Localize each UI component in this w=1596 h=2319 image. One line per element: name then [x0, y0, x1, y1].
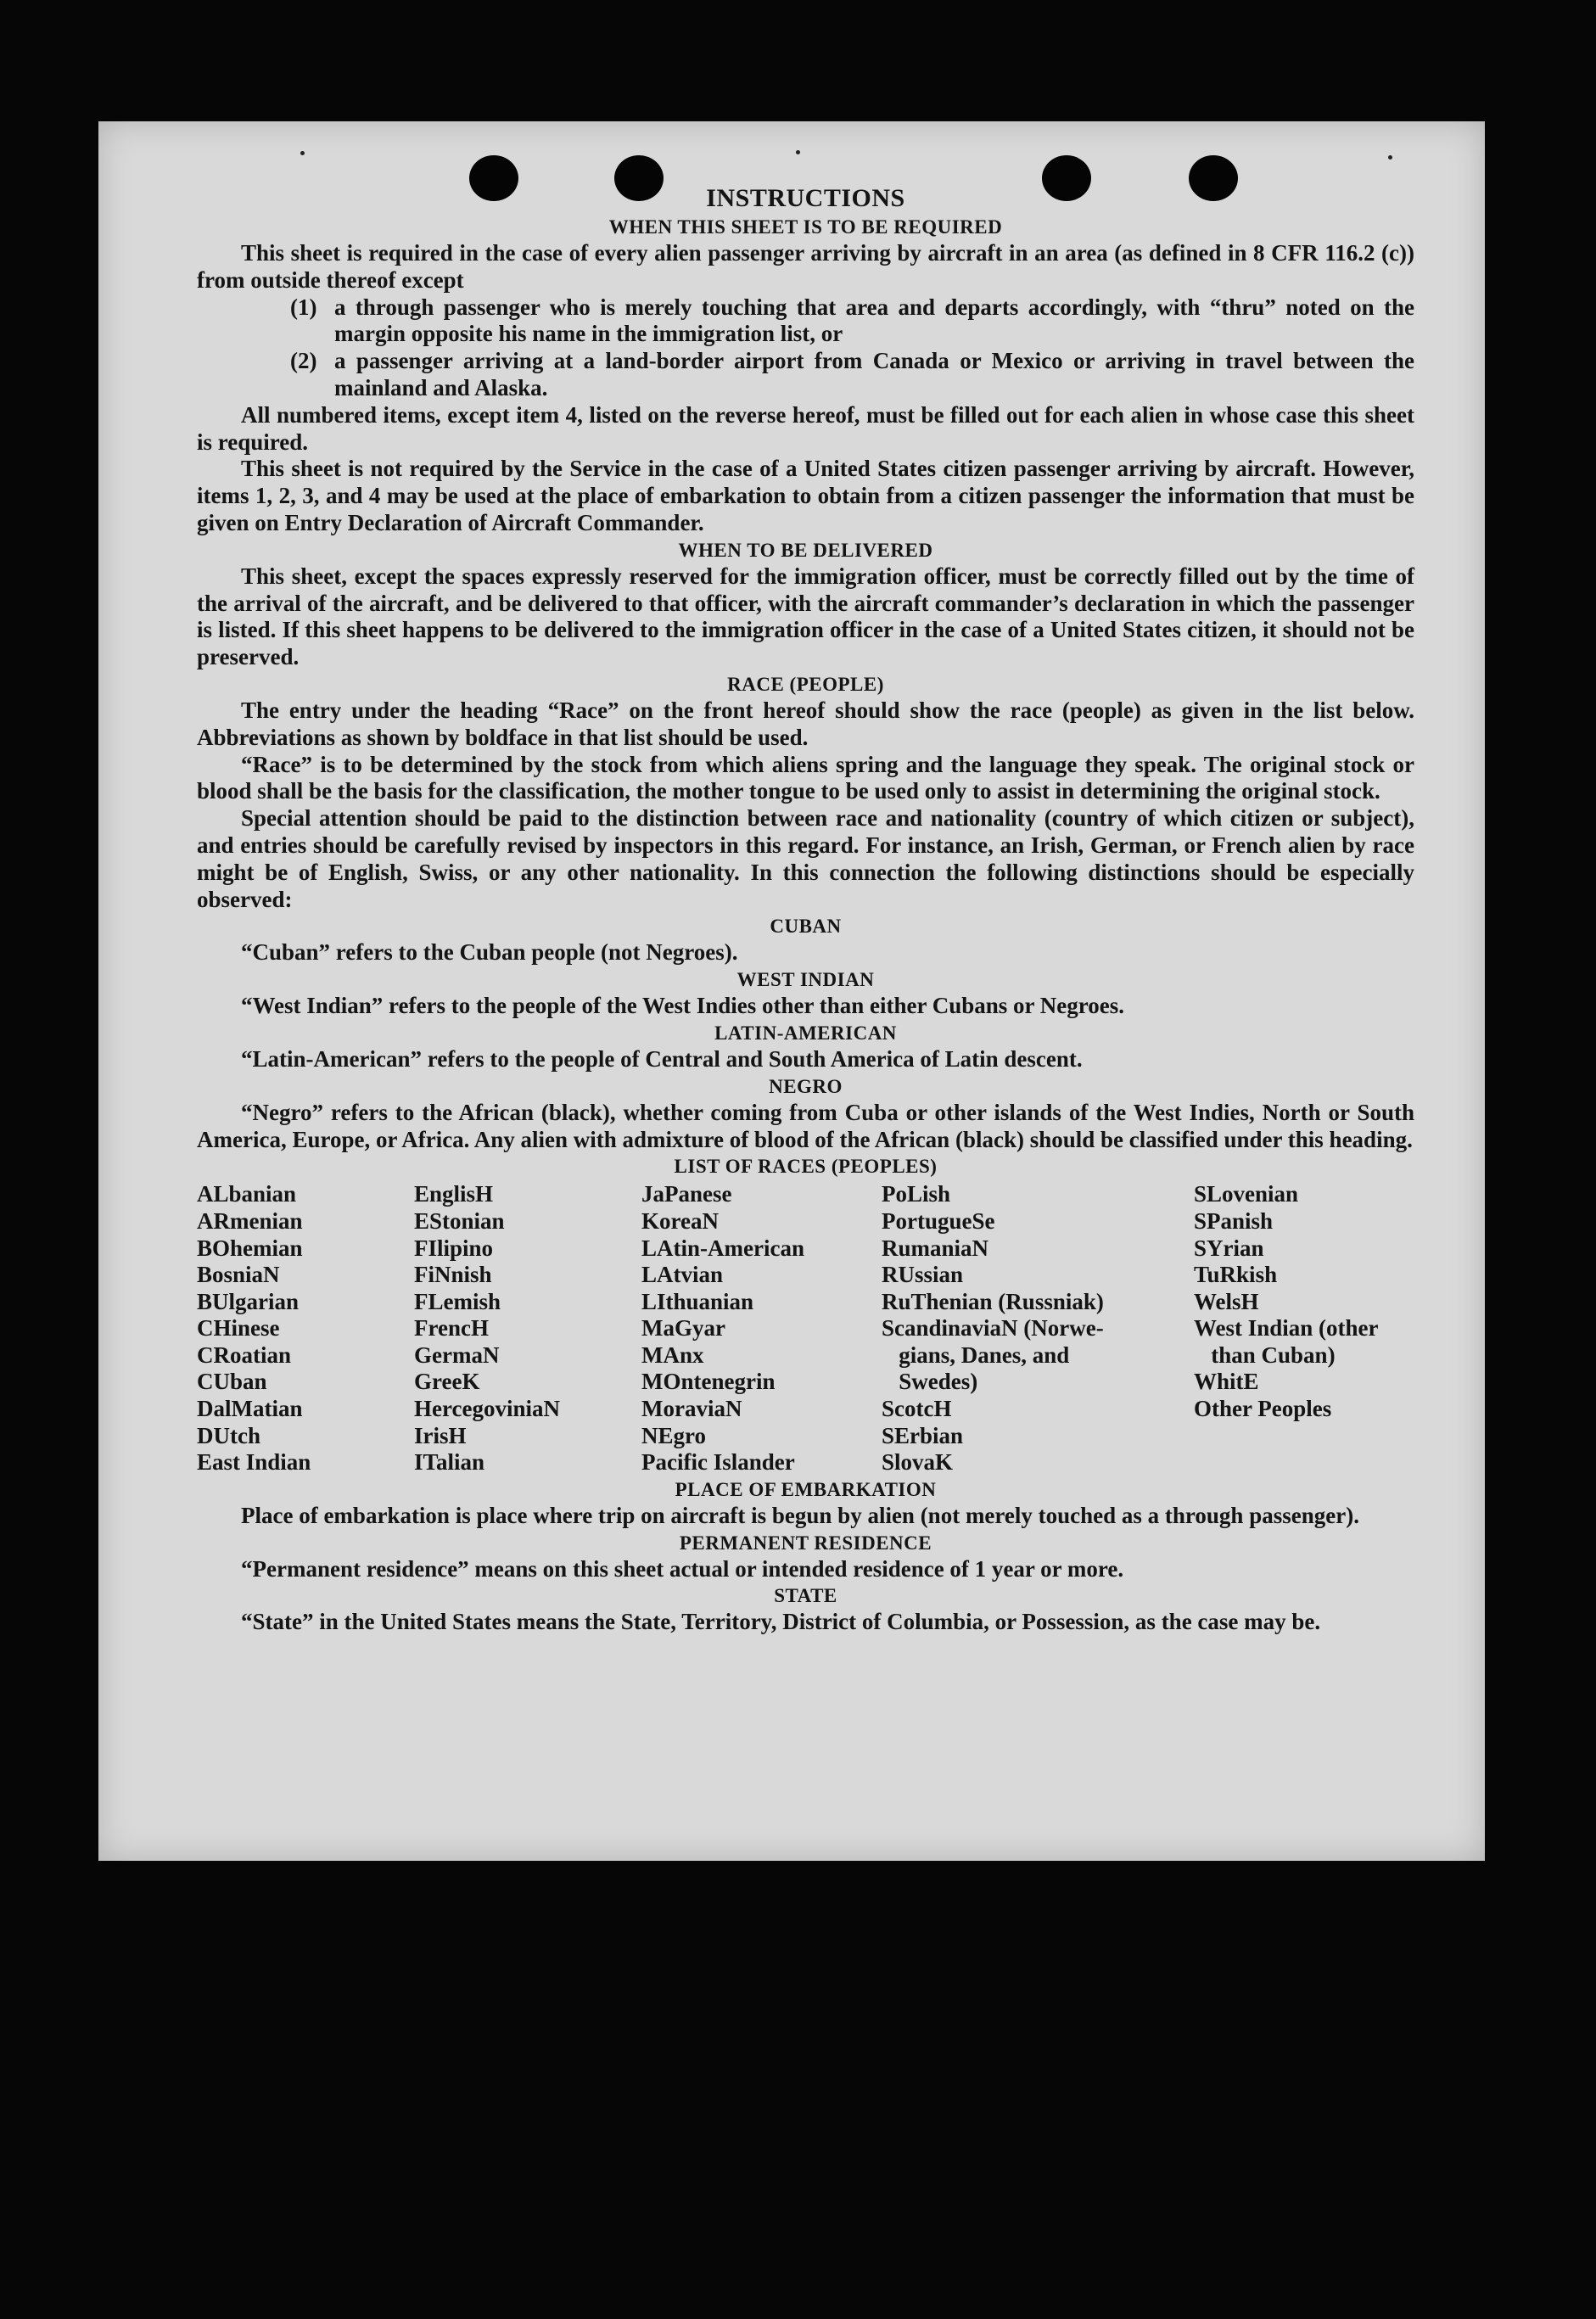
section-heading: STATE — [774, 1585, 837, 1607]
race-item: SLovenian — [1194, 1181, 1299, 1207]
race-item: East Indian — [197, 1449, 311, 1476]
race-item: MAnx — [641, 1342, 704, 1368]
race-item: SErbian — [882, 1422, 964, 1448]
section-heading: WHEN THIS SHEET IS TO BE REQUIRED — [608, 216, 1003, 238]
race-item: DalMatian — [197, 1396, 303, 1422]
race-item: GreeK — [414, 1369, 480, 1395]
race-item: ITalian — [414, 1449, 485, 1476]
document-sheet — [98, 121, 1485, 1861]
paragraph: The entry under the heading “Race” on the front hereof should show the race (people) as given in the list below. Abbreviations as shown by boldface in that list should be used. — [197, 697, 1414, 750]
race-item: LAtin-American — [641, 1235, 804, 1261]
race-item: MaGyar — [641, 1315, 725, 1342]
section-heading: WHEN TO BE DELIVERED — [678, 539, 933, 561]
race-item: EStonian — [414, 1207, 505, 1234]
race-item: LIthuanian — [641, 1288, 754, 1314]
paragraph: “Cuban” refers to the Cuban people (not Negroes). — [241, 939, 738, 966]
paragraph: All numbered items, except item 4, listed on the reverse hereof, must be filled out for each alien in whose case this sheet is required. — [197, 401, 1414, 455]
race-item: MOntenegrin — [641, 1369, 776, 1395]
paragraph: This sheet, except the spaces expressly reserved for the immigration officer, must be correctly filled out by the time of the arrival of the aircraft, and be delivered to that officer, with the aircraft commander’s declaration in which the passenger is listed. If this sheet happens to be delivered to the immigration officer in the case of a United States citizen, it should not be preserved. — [197, 563, 1414, 670]
races-list — [197, 1181, 1414, 1476]
paragraph: Place of embarkation is place where trip on aircraft is begun by alien (not merely touched as a through passenger). — [241, 1502, 1359, 1528]
paragraph: “Race” is to be determined by the stock from which aliens spring and the language they speak. The original stock or blood shall be the basis for the classification, the mother tongue to be used only to assist in determining the original stock. — [197, 751, 1414, 804]
section-heading: RACE (PEOPLE) — [727, 673, 884, 695]
race-item: TuRkish — [1194, 1262, 1278, 1288]
race-item: LAtvian — [641, 1262, 724, 1288]
race-item: CRoatian — [197, 1342, 292, 1368]
list-item — [197, 348, 1414, 402]
race-item: gians, Danes, and — [882, 1342, 1070, 1368]
item-text: a through passenger who is merely touching that area and departs accordingly, with “thru” noted on the margin opposite his name in the immigration list, or — [334, 294, 1414, 347]
race-item: FIlipino — [414, 1235, 494, 1261]
race-item: Pacific Islander — [641, 1449, 795, 1476]
races-column — [1194, 1181, 1414, 1476]
race-item: PortugueSe — [882, 1207, 995, 1234]
race-item: EnglisH — [414, 1181, 494, 1207]
race-item: BOhemian — [197, 1235, 303, 1261]
race-item: ScotcH — [882, 1396, 952, 1422]
race-item: WhitE — [1194, 1369, 1259, 1395]
race-item: CUban — [197, 1369, 267, 1395]
paragraph: “West Indian” refers to the people of the West Indies other than either Cubans or Negroes. — [241, 993, 1125, 1019]
race-item: RumaniaN — [882, 1235, 989, 1261]
section-heading: LATIN-AMERICAN — [714, 1022, 897, 1044]
race-item: BUlgarian — [197, 1288, 300, 1314]
item-text: a passenger arriving at a land-border airport from Canada or Mexico or arriving in travel between the mainland and Alaska. — [334, 348, 1414, 401]
speck — [796, 150, 800, 154]
race-item: RUssian — [882, 1262, 964, 1288]
race-item: FrencH — [414, 1315, 489, 1342]
race-item: DUtch — [197, 1422, 260, 1448]
paragraph: This sheet is not required by the Service in the case of a United States citizen passenger arriving by aircraft. However, items 1, 2, 3, and 4 may be used at the place of embarkation to obtain from a citizen passenger the information that must be given on Entry Declaration of Aircraft Commander. — [197, 456, 1414, 535]
race-item: ARmenian — [197, 1207, 303, 1234]
race-item: BosniaN — [197, 1262, 280, 1288]
section-heading: NEGRO — [769, 1075, 843, 1097]
race-item: IrisH — [414, 1422, 467, 1448]
race-item: Other Peoples — [1194, 1396, 1332, 1422]
races-column — [641, 1181, 882, 1476]
race-item: ALbanian — [197, 1181, 297, 1207]
section-heading: LIST OF RACES (PEOPLES) — [674, 1156, 938, 1178]
paragraph: This sheet is required in the case of every alien passenger arriving by aircraft in an area (as defined in 8 CFR 116.2 (c)) from outside thereof except — [197, 240, 1414, 293]
speck — [300, 151, 305, 155]
race-item: GermaN — [414, 1342, 500, 1368]
page-title: INSTRUCTIONS — [706, 184, 905, 212]
race-item: NEgro — [641, 1422, 707, 1448]
item-number: (1) — [290, 294, 317, 320]
section-heading: PERMANENT RESIDENCE — [679, 1532, 932, 1554]
race-item: HercegoviniaN — [414, 1396, 560, 1422]
paragraph: Special attention should be paid to the distinction between race and nationality (country of which citizen or subject), and entries should be carefully revised by inspectors in this regard. For instance, an Irish, German, or French alien by race might be of English, Swiss, or any other nationality. In this connection the following distinctions should be especially observed: — [197, 805, 1414, 912]
speck — [1388, 155, 1392, 160]
race-item: FLemish — [414, 1288, 501, 1314]
paragraph: “Latin-American” refers to the people of Central and South America of Latin descent. — [241, 1045, 1083, 1072]
section-heading: PLACE OF EMBARKATION — [675, 1478, 937, 1500]
race-item: SPanish — [1194, 1207, 1274, 1234]
race-item: West Indian (other — [1194, 1315, 1379, 1342]
race-item: WelsH — [1194, 1288, 1259, 1314]
race-item: Swedes) — [882, 1369, 978, 1395]
paragraph: “Negro” refers to the African (black), whether coming from Cuba or other islands of the West Indies, North or South America, Europe, or Africa. Any alien with admixture of blood of the African (black) should be classified under this heading. — [197, 1099, 1414, 1152]
section-heading: CUBAN — [770, 916, 842, 938]
races-column — [414, 1181, 641, 1476]
race-item: RuThenian (Russniak) — [882, 1288, 1104, 1314]
race-item: JaPanese — [641, 1181, 732, 1207]
race-item: MoraviaN — [641, 1396, 742, 1422]
instructions-content — [197, 183, 1414, 1636]
races-column — [882, 1181, 1194, 1476]
race-item: than Cuban) — [1194, 1342, 1336, 1368]
races-column — [197, 1181, 414, 1476]
paragraph: “Permanent residence” means on this sheet actual or intended residence of 1 year or more. — [241, 1555, 1124, 1582]
race-item: KoreaN — [641, 1207, 719, 1234]
race-item: SlovaK — [882, 1449, 954, 1476]
race-item: FiNnish — [414, 1262, 492, 1288]
race-item: SYrian — [1194, 1235, 1264, 1261]
item-number: (2) — [290, 348, 317, 374]
race-item: CHinese — [197, 1315, 280, 1342]
race-item: PoLish — [882, 1181, 951, 1207]
list-item — [197, 294, 1414, 349]
race-item: ScandinaviaN (Norwe- — [882, 1315, 1104, 1342]
paragraph: “State” in the United States means the State, Territory, District of Columbia, or Possession, as the case may be. — [241, 1609, 1321, 1635]
section-heading: WEST INDIAN — [736, 969, 875, 991]
